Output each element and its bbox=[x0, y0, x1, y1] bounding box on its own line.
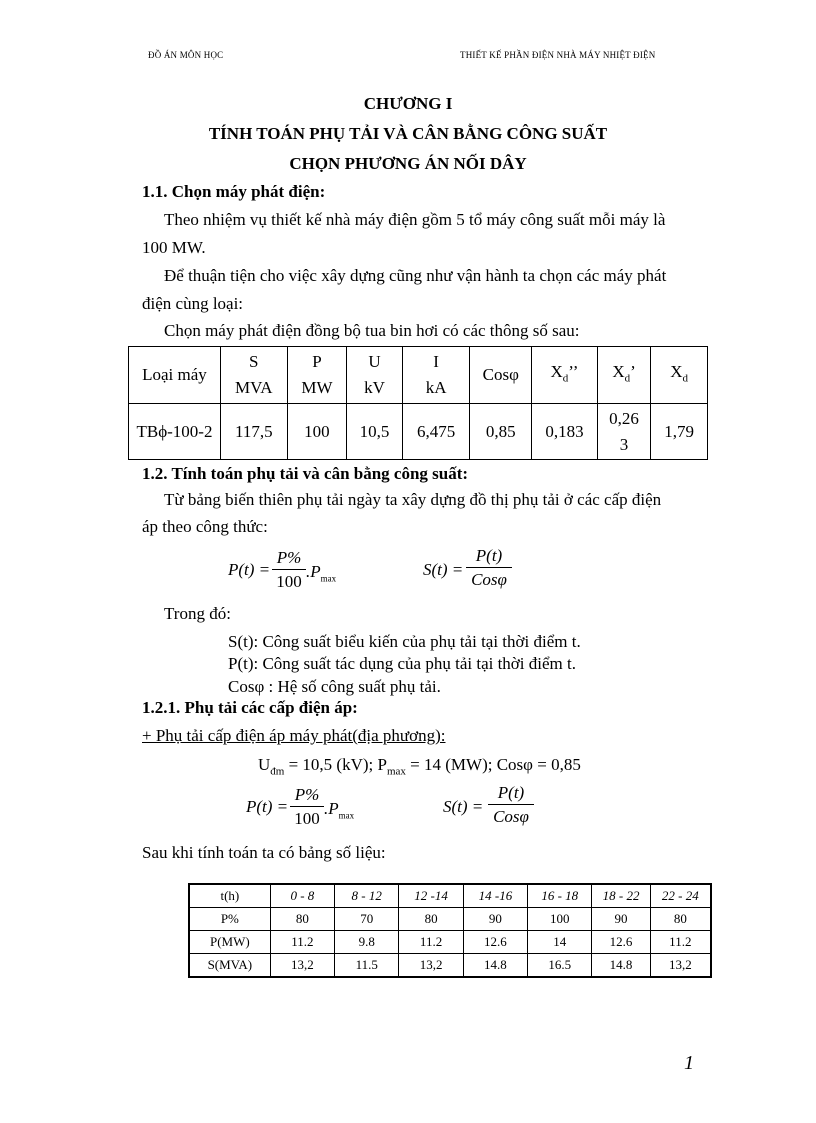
header-cell: P MW bbox=[287, 347, 347, 404]
table-cell: 70 bbox=[335, 908, 399, 931]
chapter-title-line1: TÍNH TOÁN PHỤ TẢI VÀ CÂN BẰNG CÔNG SUẤT bbox=[208, 124, 608, 143]
table-cell: 80 bbox=[270, 908, 334, 931]
table-cell: 11.2 bbox=[270, 931, 334, 954]
table-cell: 12.6 bbox=[592, 931, 650, 954]
header-cell: t(h) bbox=[189, 884, 270, 908]
table-cell: 0,183 bbox=[532, 404, 598, 460]
table-cell: 100 bbox=[287, 404, 347, 460]
chapter-title-line2: CHỌN PHƯƠNG ÁN NỐI DÂY bbox=[289, 154, 527, 173]
table-cell: 14.8 bbox=[592, 954, 650, 978]
table-cell: P% bbox=[189, 908, 270, 931]
definition: P(t): Công suất tác dụng của phụ tải tại thời điểm t. bbox=[228, 654, 576, 673]
table-cell: 117,5 bbox=[220, 404, 287, 460]
formula-lhs: S(t) = bbox=[423, 560, 464, 579]
formula-fraction: P% 100 bbox=[290, 785, 324, 829]
header-cell: 22 - 24 bbox=[650, 884, 711, 908]
table-cell: 13,2 bbox=[270, 954, 334, 978]
table-cell: 13,2 bbox=[399, 954, 463, 978]
header-cell: 8 - 12 bbox=[335, 884, 399, 908]
load-table bbox=[188, 883, 712, 978]
header-cell: $X_d$ bbox=[651, 347, 708, 404]
paragraph: Để thuận tiện cho việc xây dựng cũng như vận hành ta chọn các máy phát bbox=[164, 266, 667, 285]
table-cell: 16.5 bbox=[528, 954, 592, 978]
page-number: 1 bbox=[684, 1052, 694, 1074]
table-cell: 11.2 bbox=[650, 931, 711, 954]
table-cell: S(MVA) bbox=[189, 954, 270, 978]
table-cell: 11.5 bbox=[335, 954, 399, 978]
header-cell: 0 - 8 bbox=[270, 884, 334, 908]
definition: S(t): Công suất biểu kiến của phụ tải tại thời điểm t. bbox=[228, 632, 581, 651]
paragraph: Theo nhiệm vụ thiết kế nhà máy điện gồm 5 tổ máy công suất mỗi máy là bbox=[164, 210, 666, 229]
table-cell: 0,85 bbox=[470, 404, 532, 460]
paragraph: áp theo công thức: bbox=[142, 517, 268, 536]
paragraph: Trong đó: bbox=[164, 604, 231, 623]
table-cell: 80 bbox=[399, 908, 463, 931]
subheading: + Phụ tải cấp điện áp máy phát(địa phương): bbox=[142, 726, 446, 745]
table-row bbox=[189, 931, 711, 954]
table-cell: 0,26 3 bbox=[597, 404, 651, 460]
section-heading-1-2: 1.2. Tính toán phụ tải và cân bằng công suất: bbox=[142, 464, 469, 483]
generator-table bbox=[128, 346, 708, 460]
header-cell: I kA bbox=[402, 347, 470, 404]
formula-fraction: P% 100 bbox=[272, 548, 306, 592]
formula-lhs: P(t) = bbox=[228, 560, 271, 579]
table-cell: 100 bbox=[528, 908, 592, 931]
header-cell: S MVA bbox=[220, 347, 287, 404]
header-cell: $X_d$’ bbox=[597, 347, 651, 404]
header-cell: U kV bbox=[347, 347, 403, 404]
table-cell: 10,5 bbox=[347, 404, 403, 460]
formula-lhs: P(t) = bbox=[246, 797, 289, 816]
header-cell: 14 -16 bbox=[463, 884, 527, 908]
table-cell: 14 bbox=[528, 931, 592, 954]
table-cell: 90 bbox=[463, 908, 527, 931]
table-header-row bbox=[189, 884, 711, 908]
formula-lhs: S(t) = bbox=[443, 797, 484, 816]
paragraph: điện cùng loại: bbox=[142, 294, 244, 313]
table-cell: 9.8 bbox=[335, 931, 399, 954]
header-cell: Loại máy bbox=[129, 347, 221, 404]
chapter-number: CHƯƠNG I bbox=[363, 94, 453, 113]
paragraph: Từ bảng biến thiên phụ tải ngày ta xây dựng đồ thị phụ tải ở các cấp điện bbox=[164, 490, 662, 509]
formula-tail: $.P_{max}$ bbox=[324, 799, 355, 821]
table-cell: 12.6 bbox=[463, 931, 527, 954]
table-cell: 6,475 bbox=[402, 404, 470, 460]
header-cell: $X_d$’’ bbox=[532, 347, 598, 404]
paragraph: Sau khi tính toán ta có bảng số liệu: bbox=[142, 843, 386, 862]
table-cell: 90 bbox=[592, 908, 650, 931]
section-heading-1-1: 1.1. Chọn máy phát điện: bbox=[142, 182, 326, 201]
table-row bbox=[129, 404, 708, 460]
formula-tail: $.P_{max}$ bbox=[306, 562, 337, 584]
table-cell: P(MW) bbox=[189, 931, 270, 954]
formula-fraction: P(t) Cosφ bbox=[466, 546, 512, 590]
header-cell: 12 -14 bbox=[399, 884, 463, 908]
table-row bbox=[189, 908, 711, 931]
definition: Cosφ : Hệ số công suất phụ tải. bbox=[228, 677, 441, 696]
table-cell: 11.2 bbox=[399, 931, 463, 954]
table-cell: 14.8 bbox=[463, 954, 527, 978]
header-left: ĐỒ ÁN MÔN HỌC bbox=[148, 50, 224, 60]
header-cell: 16 - 18 bbox=[528, 884, 592, 908]
table-cell: TBϕ-100-2 bbox=[129, 404, 221, 460]
section-heading-1-2-1: 1.2.1. Phụ tải các cấp điện áp: bbox=[142, 698, 358, 717]
table-cell: 80 bbox=[650, 908, 711, 931]
table-row bbox=[189, 954, 711, 978]
header-cell: 18 - 22 bbox=[592, 884, 650, 908]
parameters-line: $U_{đm} = 10,5$ (kV); $P_{max} = 14$ (MW); Cosφ = 0,85 bbox=[258, 755, 581, 778]
header-cell: Cosφ bbox=[470, 347, 532, 404]
paragraph: 100 MW. bbox=[142, 238, 206, 257]
table-cell: 13,2 bbox=[650, 954, 711, 978]
table-cell: 1,79 bbox=[651, 404, 708, 460]
paragraph: Chọn máy phát điện đồng bộ tua bin hơi có các thông số sau: bbox=[164, 321, 580, 340]
formula-fraction: P(t) Cosφ bbox=[488, 783, 534, 827]
header-right: THIẾT KẾ PHẦN ĐIỆN NHÀ MÁY NHIỆT ĐIỆN bbox=[460, 50, 656, 60]
table-header-row bbox=[129, 347, 708, 404]
